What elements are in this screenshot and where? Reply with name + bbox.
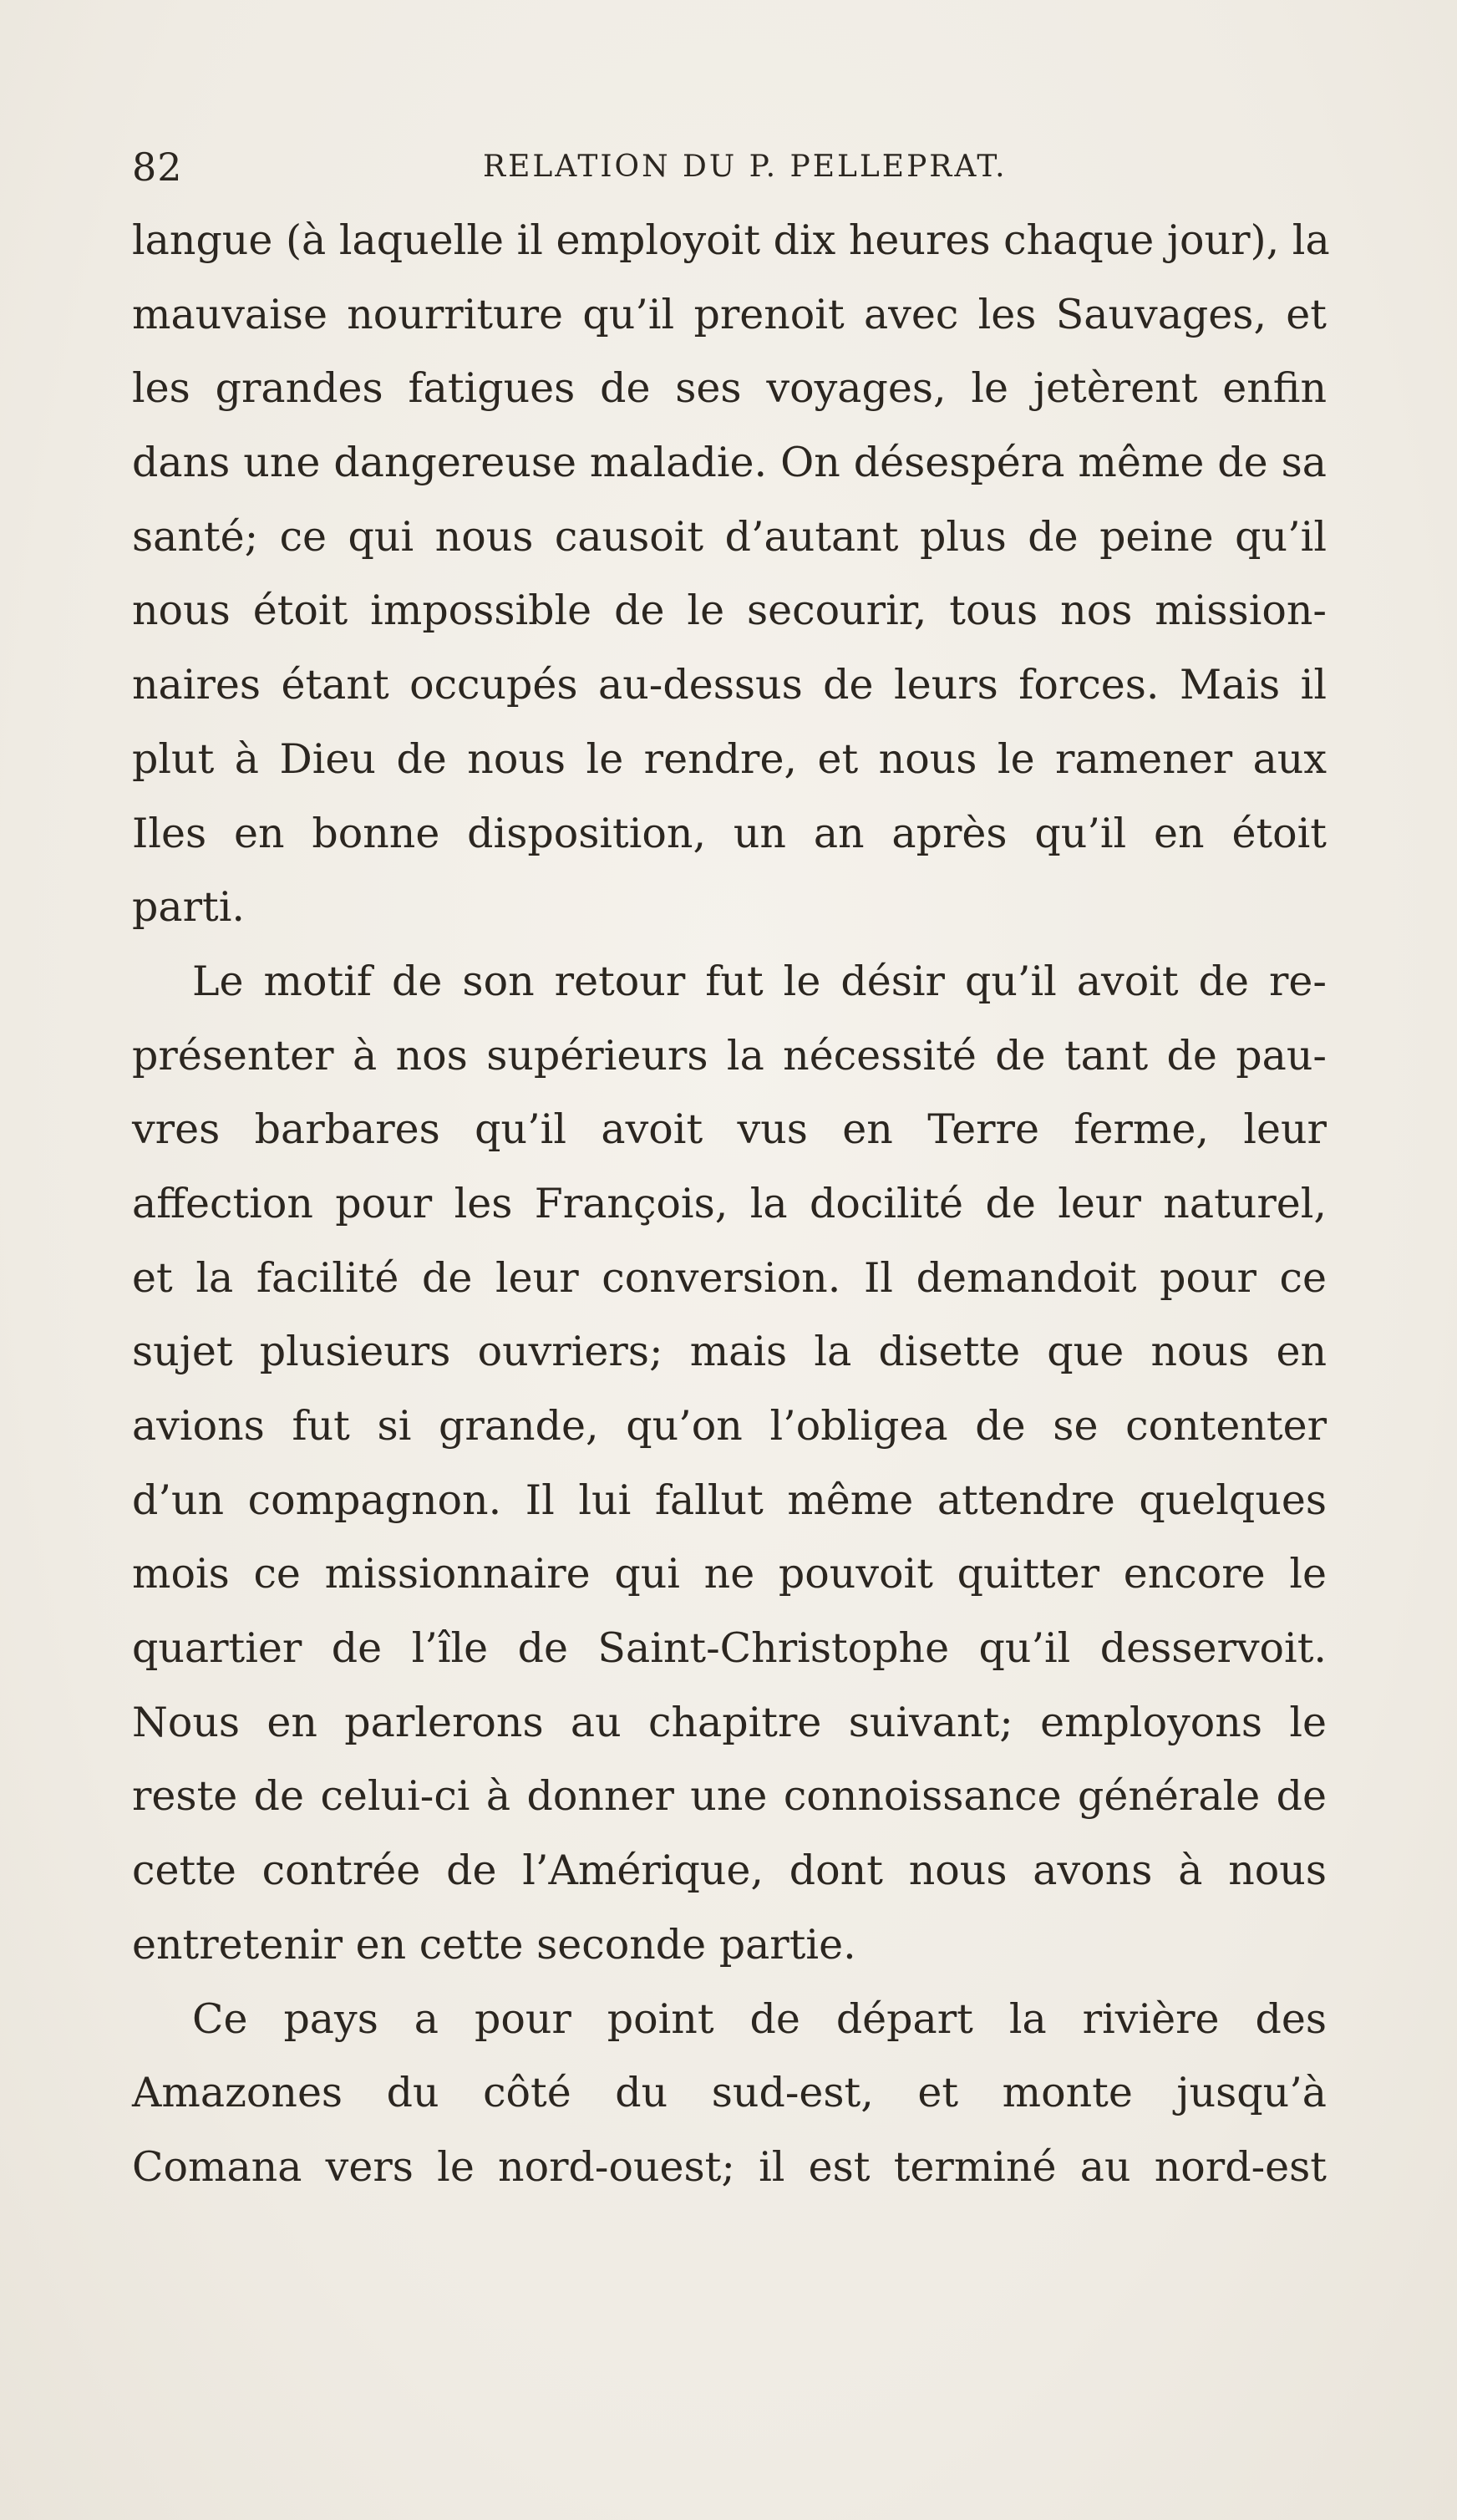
text-line: naires étant occupés au-dessus de leurs forces. Mais il: [132, 661, 1327, 709]
text-line: vres barbares qu’il avoit vus en Terre ferme, leur: [132, 1105, 1327, 1154]
page-number: 82: [132, 145, 183, 190]
text-line: plut à Dieu de nous le rendre, et nous le ramener aux: [132, 734, 1327, 783]
text-line-paragraph-start: Ce pays a pour point de départ la rivière des: [192, 1994, 1327, 2043]
text-line: nous étoit impossible de le secourir, tous nos mission-: [132, 587, 1327, 635]
text-line: d’un compagnon. Il lui fallut même attendre quelques: [132, 1476, 1327, 1524]
text-line: Comana vers le nord-ouest; il est terminé au nord-est: [132, 2142, 1327, 2191]
text-line: mois ce missionnaire qui ne pouvoit quitter encore le: [132, 1550, 1327, 1598]
text-line: cette contrée de l’Amérique, dont nous avons à nous: [132, 1847, 1327, 1895]
page-header: [132, 142, 1327, 192]
text-line: les grandes fatigues de ses voyages, le jetèrent enfin: [132, 364, 1327, 413]
text-line: mauvaise nourriture qu’il prenoit avec les Sauvages, et: [132, 290, 1327, 338]
text-line: reste de celui-ci à donner une connoissance générale de: [132, 1772, 1327, 1821]
text-line-paragraph-end: entretenir en cette seconde partie.: [132, 1920, 856, 1969]
text-line: langue (à laquelle il employoit dix heures chaque jour), la: [132, 216, 1330, 264]
text-line: Iles en bonne disposition, un an après qu’il en étoit: [132, 809, 1327, 857]
text-line: présenter à nos supérieurs la nécessité de tant de pau-: [132, 1031, 1327, 1080]
text-line: quartier de l’île de Saint-Christophe qu’il desservoit.: [132, 1624, 1327, 1673]
text-line-paragraph-start: Le motif de son retour fut le désir qu’il avoit de re-: [192, 957, 1327, 1005]
text-line: santé; ce qui nous causoit d’autant plus de peine qu’il: [132, 512, 1327, 561]
text-line: Nous en parlerons au chapitre suivant; employons le: [132, 1698, 1327, 1746]
text-line: affection pour les François, la docilité de leur naturel,: [132, 1179, 1327, 1227]
text-line: sujet plusieurs ouvriers; mais la disette que nous en: [132, 1328, 1327, 1376]
text-line: et la facilité de leur conversion. Il demandoit pour ce: [132, 1253, 1327, 1302]
text-line: dans une dangereuse maladie. On désespéra même de sa: [132, 439, 1327, 487]
running-title: RELATION DU P. PELLEPRAT.: [483, 150, 1008, 184]
text-line: Amazones du côté du sud-est, et monte jusqu’à: [132, 2069, 1327, 2117]
body-text: [132, 204, 1330, 2205]
text-line-paragraph-end: parti.: [132, 883, 245, 932]
text-line: avions fut si grande, qu’on l’obligea de se contenter: [132, 1402, 1327, 1450]
